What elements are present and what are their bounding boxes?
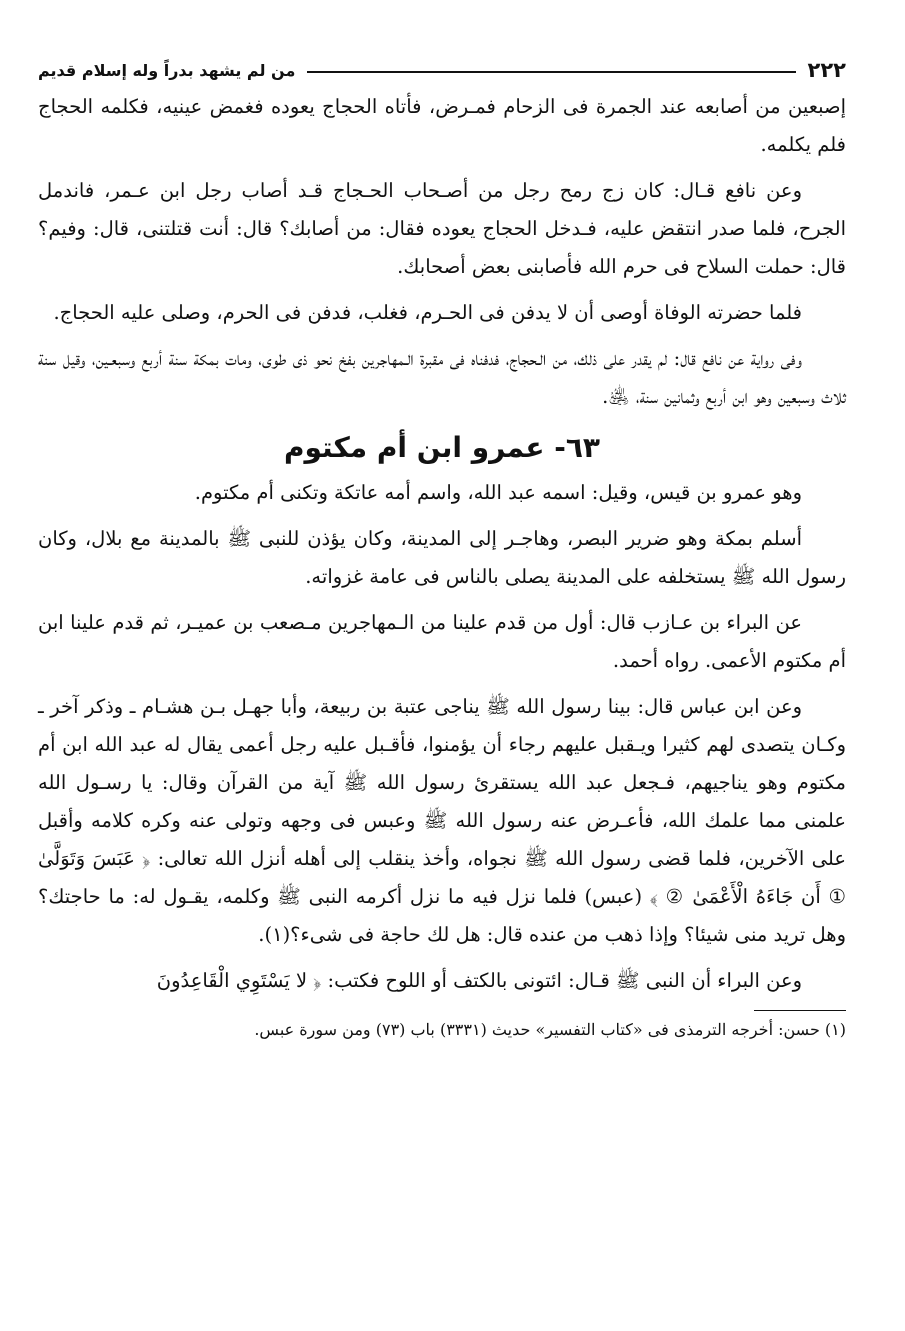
paragraph-8: وعن ابن عباس قال: بينا رسول الله ﷺ يناجى عتبة بن ربيعة، وأبا جهـل بـن هشـام ـ وذكر آخر ـ وكـان يتصدى لهم كثيرا ويـقبل عليهم رجاء أن يؤمنوا، فأقـبل عليه رجل أعمى يقال له عبد الله ابن أم مكتوم وهو يناجيهم، فـجعل عبد الله يستقرئ رسول الله ﷺ آية من القرآن وقال: يا رسـول الله علمنى مما علمك الله، فأعـرض عنه رسول الله ﷺ وعبس فى وجهه وتولى عنه وكره كلامه وأقبل على الآخرين، فلما قضى رسول الله ﷺ نجواه، وأخذ ينقلب إلى أهله أنزل الله تعالى: ﴿ عَبَسَ وَتَوَلَّىٰ ① أَن جَاءَهُ الْأَعْمَىٰ ② ﴾ (عبس) فلما نزل فيه ما نزل أكرمه النبى ﷺ وكلمه، يقـول له: ما حاجتك؟ وهل تريد منى شيئا؟ وإذا ذهب من عنده قال: هل لك حاجة فى شىء؟(١). — [38, 695, 846, 946]
paragraph-9: وعن البراء أن النبى ﷺ قـال: ائتونى بالكتف أو اللوح فكتب: ﴿ لا يَسْتَوِي الْقَاعِدُونَ — [156, 969, 802, 992]
footnote-rule — [754, 1010, 846, 1011]
footnote: (١) حسن: أخرجه الترمذى فى «كتاب التفسير» حديث (٣٣٣١) باب (٧٣) ومن سورة عبس. — [254, 1020, 846, 1039]
page-number: ٢٢٢ — [807, 58, 846, 82]
paragraph-3: فلما حضرته الوفاة أوصى أن لا يدفن فى الحـرم، فغلب، فدفن فى الحرم، وصلى عليه الحجاج. — [53, 301, 802, 324]
book-page — [38, 52, 846, 1043]
paragraph-2: وعن نافع قـال: كان زج رمح رجل من أصـحاب الحـجاج قـد أصاب رجل ابن عـمر، فاندمل الجرح، فلما صدر انتقض عليه، فـدخل الحجاج يعوده فقال: من أصابك؟ قال: أنت قتلتنى، قال: وفيم؟ قال: حملت السلاح فى حرم الله فأصابنى بعض أصحابك. — [38, 179, 846, 278]
paragraph-6: أسلم بمكة وهو ضرير البصر، وهاجـر إلى المدينة، وكان يؤذن للنبى ﷺ بالمدينة مع بلال، وكان رسول الله ﷺ يستخلفه على المدينة يصلى بالناس فى عامة غزواته. — [38, 527, 846, 588]
paragraph-7: عن البراء بن عـازب قال: أول من قدم علينا من الـمهاجرين مـصعب بن عميـر، ثم قدم علينا ابن أم مكتوم الأعمى. رواه أحمد. — [38, 611, 846, 672]
running-title: من لم يشهد بدراً وله إسلام قديم — [38, 60, 296, 80]
paragraph-5: وهو عمرو بن قيس، وقيل: اسمه عبد الله، واسم أمه عاتكة وتكنى أم مكتوم. — [194, 481, 802, 504]
section-heading: ٦٣- عمرو ابن أم مكتوم — [283, 431, 601, 464]
body-text — [38, 88, 846, 1000]
page-header — [38, 52, 846, 88]
header-rule — [307, 71, 795, 73]
paragraph-1: إصبعين من أصابعه عند الجمرة فى الزحام فمـرض، فأتاه الحجاج يعوده فغمض عينيه، فكلمه الحجاج فلم يكلمه. — [38, 95, 846, 156]
paragraph-4: وفى رواية عن نافع قال: لم يقدر على ذلك، من الـحجاج، فدفناه فى مقبرة الـمهاجرين بفخ نحو ذى طوى، ومات بمكة سنة أربع وسبعـين، وقيل سنة ثلاث وسبعين وهو ابن أربع وثمانين سنة، ﵁. — [38, 347, 846, 408]
